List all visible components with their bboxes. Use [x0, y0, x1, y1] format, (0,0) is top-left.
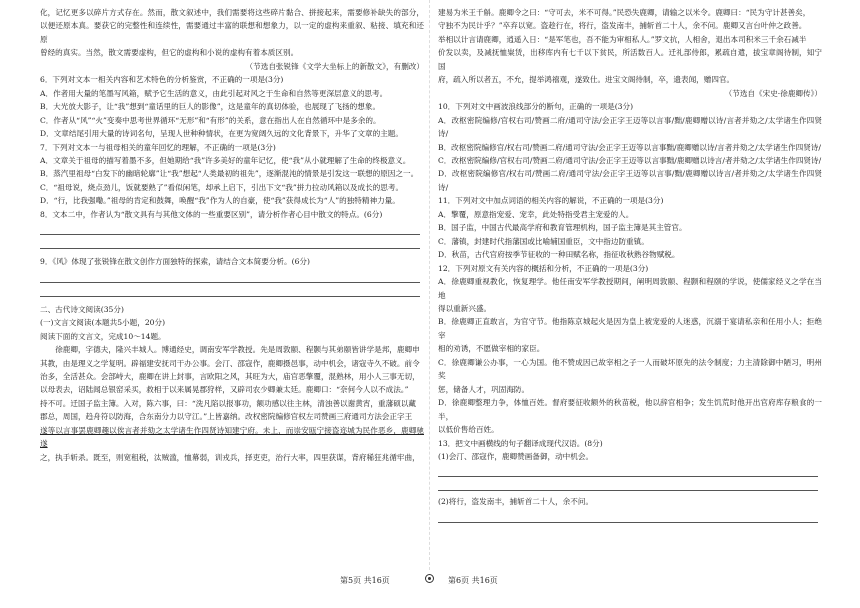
question-6-option-b: B．大光放大影子，让“我”想到“童话里的巨人的影像”，这是童年的真切体验，也展现了飞扬的想象。	[40, 102, 381, 112]
question-7-option-b: B．蒸汽里祖母“白发下的幽暗轮廓”让“我”想起“人类最初的祖先”，逐渐混沌的情景是引发这一联想的原因之一。	[40, 169, 419, 179]
left-page	[40, 6, 424, 464]
intro-paragraph-1: 化，记忆更多以碎片方式存在。然而，散文叙述中，我们需要将这些碎片黏合、拼接起来，需要修补缺失的部分，以便还原本真。要获它的完整性和连续性，需要通过丰富的联想和想象力，以一定的虚构来重叙、粘接、填充和还原	[40, 8, 424, 44]
question-10: 10．下列对文中画波浪线部分的断句，正确的一项是(3分)	[438, 102, 634, 112]
question-12-option-a-cont: 得以重新兴盛。	[438, 303, 492, 313]
classical-text-line: 郡总，周国，趋舟符以防海，合东南分力以守江。”上皆嘉纳。改权密院编修官权左司赞画三府通司方法会正字王	[40, 412, 413, 422]
question-7-option-a: A．文章关于祖母的描写着墨不多，但她期给“我”许多美好的童年记忆，使“我”从小就理解了生命的终极意义。	[40, 155, 411, 165]
classical-text-line: 举相以计言请鹿卿，逍遥入日：“是军笔也，吾不能为审相私人。”罗文抗，人相舍，退出本司积米三千余石减半	[438, 34, 807, 44]
answer-line[interactable]	[438, 509, 818, 523]
classical-text-line: 之，执手斩杀。既至，则宽租税，汰贼滥，恤幕弱，训戎兵，择吏吏，治行大率，四里获谋，背府稀狂兆循牢曲，	[40, 452, 420, 462]
page-divider	[429, 0, 430, 570]
intro-paragraph-2: 曾经的真实。当然，散文需要虚构，但它的虚构和小说的虚构有着本质区别。	[40, 48, 299, 58]
classical-text-line: 持不可。迁国子监主簿。入对，陈六事，曰：“洗凡陷以报事功，额功感以往主林，清浊善以谢黄宵，重藩硕以藏	[40, 398, 416, 408]
right-page	[438, 6, 822, 523]
question-12: 12．下列对原文有关内容的概括和分析，不正确的一项是(3分)	[438, 263, 649, 273]
question-12-option-c-cont: 惩，储备人才，巩固海防。	[438, 384, 530, 394]
question-12-option-b: B．徐鹿卿正直敢言，为官守节。他指陈京城起火是因为皇上被宠爱的人迷惑，沉溺于宴请私亲和任用小人；拒绝宰	[438, 317, 822, 340]
answer-line[interactable]	[40, 283, 420, 297]
question-8: 8．文本二中，作者认为“散文具有与其他文体的一些重要区别”，请分析作者心目中散文的特点。(6分)	[40, 209, 383, 219]
question-13: 13．把文中画横线的句子翻译成现代汉语。(8分)	[438, 438, 603, 448]
classical-text-line: 以母表去，诏陆闻总银窑采买，救相于以来属晃郡狩样，又辟司农少卿兼太廷。鹿卿口：“奈何今人以不成法。”	[40, 385, 409, 395]
classical-text-line: 其教，由是理义之学复明。辟福建安抚司干办公事。会汀、邵寇作，鹿卿摄邑事，动中机会，诸寇寺久不破。前令	[40, 358, 420, 368]
classical-text-wavy-line: 遂等以言事罢鹿卿趣以俟言者并劾之太学诸生作四贤诗知建宁府。未上，而崇安瓯宁接盗迩城为民作恶乡，鹿卿驰遂	[40, 425, 424, 449]
question-11-option-b: B．国子监，中国古代最高学府和教育管理机构，国子监主簿是其主管官。	[438, 223, 687, 233]
page-number-right: 第6页 共16页	[448, 576, 498, 585]
question-9: 9．《风》体现了张锐锋在散文创作方面独特的探索，请结合文本简要分析。(6分)	[40, 257, 310, 267]
classical-text-line: 守独不为民计乎？”卒弃以宽。盗趁行在，将行，盗发南丰，捕斩首二十人，余不问。鹿卿又言台叶仲之政善。	[438, 21, 807, 31]
question-10-option-a: A．改枢密院编修/官权右司/赞画二府/通司守法/会正字王迈等以言事/黜/鹿卿赠以诗/言者并劾之/太学诸生作四贤诗/	[438, 115, 822, 139]
question-13-part-1: (1)会汀、邵寇作，鹿卿赞画备御，动中机会。	[438, 451, 594, 461]
source-note: （节选自《宋史·徐鹿卿传》）	[724, 88, 822, 98]
question-12-option-c: C．徐鹿卿谦公办事，一心为国。他不赞成因己故宰相之子一人而破坏原先的法令制度；力主清除御中陋习，明州奖	[438, 357, 822, 381]
question-12-option-d-cont: 以低价售给百姓。	[438, 425, 499, 435]
question-12-option-a: A．徐鹿卿重视教化，恢复理学。他任南安军学教授期间，阐明周敦颐、程颢和程颐的学说，使儒家经义之学在当地	[438, 277, 822, 300]
question-13-part-2: (2)将行，盗发南丰，捕斩首二十人，余不问。	[438, 497, 594, 507]
question-6-option-a: A．作者用大量的笔墨写风箱，赋予它生活的意义，由此引起对风之于生命和自然等更深层意义的思考。	[40, 88, 388, 98]
classical-text-line: 徐鹿卿，字德夫，隆兴丰城人。博通经史，调南安军学教授。先是周敦颐、程颢与其弟颐皆讲学是邦，鹿卿申	[55, 345, 420, 355]
classical-text-line: 治多，全活甚众。会部峙大，鹿卿在讲上封事，言欧阳之风，其旺为大，庙官恶擎覆，混熟林，用小人三事无切，	[40, 371, 420, 381]
question-11: 11．下列对文中加点词语的相关内容的解说，不正确的一项是(3分)	[438, 196, 664, 206]
question-6-option-d: D．文章结尾引用大量的诗词名句，呈现人世种种情状，在更为宽阔久远的文化背景下，升华了文章的主题。	[40, 129, 403, 139]
classical-text-line: 府，疏入所以者五，不允，提举鸿禧观，遂致仕。进宝文阁待制，卒，遗表闻，赠四官。	[438, 75, 735, 85]
question-11-option-c: C．藩镇，封建时代指藩国或比喻辅国重臣，文中指边防重镇。	[438, 236, 649, 246]
binding-circle-icon	[425, 574, 434, 583]
answer-line[interactable]	[438, 477, 818, 491]
question-6: 6．下列对文本一相关内容和艺术特色的分析鉴赏，不正确的一项是(3分)	[40, 75, 284, 85]
question-11-option-d: D．秋苗，古代官府按季节征收的一种田赋名称，指征收秋熟谷物赋税。	[438, 250, 680, 260]
question-11-option-a: A．擎覆，原意指宠爱、宠幸，此处特指受君主宠爱的人。	[438, 209, 634, 219]
classical-text-line: 建易为米王千斛。鹿卿令之曰：“守可去，米不可得。”民恐失鹿卿，请输之以米令。鹿卿曰：“民为守计甚善矣，	[438, 8, 811, 17]
section-2-title: 二、古代诗文阅读(35分)	[40, 304, 124, 314]
question-10-option-c: C．改枢密院编修/官权右司/赞画二府/通司守法/会正字王迈等以言事黜/鹿卿赠以诗言/者并劾之/太学诸生作四贤诗/	[438, 155, 822, 165]
question-6-option-c: C．作者从“风”“火”变奏中思考世界循环“无形”和“有形”的关系，意在指出人在自然循环中是多余的。	[40, 115, 381, 125]
question-12-option-d: D．徐鹿卿整理力争，体恤百姓。督府要征收额外的秋苗税，他以辞官相争；发生饥荒时他开出官府库存粮食的一半，	[438, 398, 822, 421]
question-10-option-d: D．改枢密院编修官/权右司/赞画二府/通司守法/会正字王迈等以言事/黜/鹿卿赠以诗言/者并劾之/太学诸生作四贤诗/	[438, 169, 822, 192]
answer-line[interactable]	[40, 235, 420, 249]
source-note: （节选自张锐锋《文学大坐标上的新散文》，有删改）	[245, 61, 424, 71]
question-7-option-d: D．“行，比我强嘞。”祖母的肯定和鼓舞，唤醒“我”作为人的自豪，使“我”获得成长为“人”的独特精神力量。	[40, 196, 400, 206]
question-7: 7．下列对文本一与祖母相关的童年回忆的理解，不正确的一项是(3分)	[40, 142, 276, 152]
answer-line[interactable]	[40, 269, 420, 283]
question-10-option-b: B．改枢密院编修官/权右司/赞画二府/通司守法/会正字王迈等以言事黜/鹿卿赠以诗/言者并劾之/太学诸生作四贤诗/	[438, 142, 821, 152]
classical-text-line: 价发以卖，及减抚恤粜赁，出移库内有七千以下贫民，所活数百人。迁礼部侍郎，累疏自遣，拔宝章阁待制，知宁国	[438, 48, 822, 71]
answer-line[interactable]	[438, 463, 818, 477]
question-12-option-b-cont: 相的劝诱，不愿做宰相的家臣。	[438, 344, 545, 354]
question-7-option-c: C．“祖母说，烧点劲儿，饭就要熟了”看似闲笔，却承上启下，引出下文“我”拼力拉动风箱以及成长的思考。	[40, 182, 404, 192]
answer-line[interactable]	[40, 221, 420, 235]
section-2-subtitle: (一)文言文阅读(本题共5小题，20分)	[40, 318, 166, 328]
section-2-instruction: 阅读下面的文言文，完成10～14题。	[40, 331, 166, 341]
page-number-left: 第5页 共16页	[340, 576, 390, 585]
